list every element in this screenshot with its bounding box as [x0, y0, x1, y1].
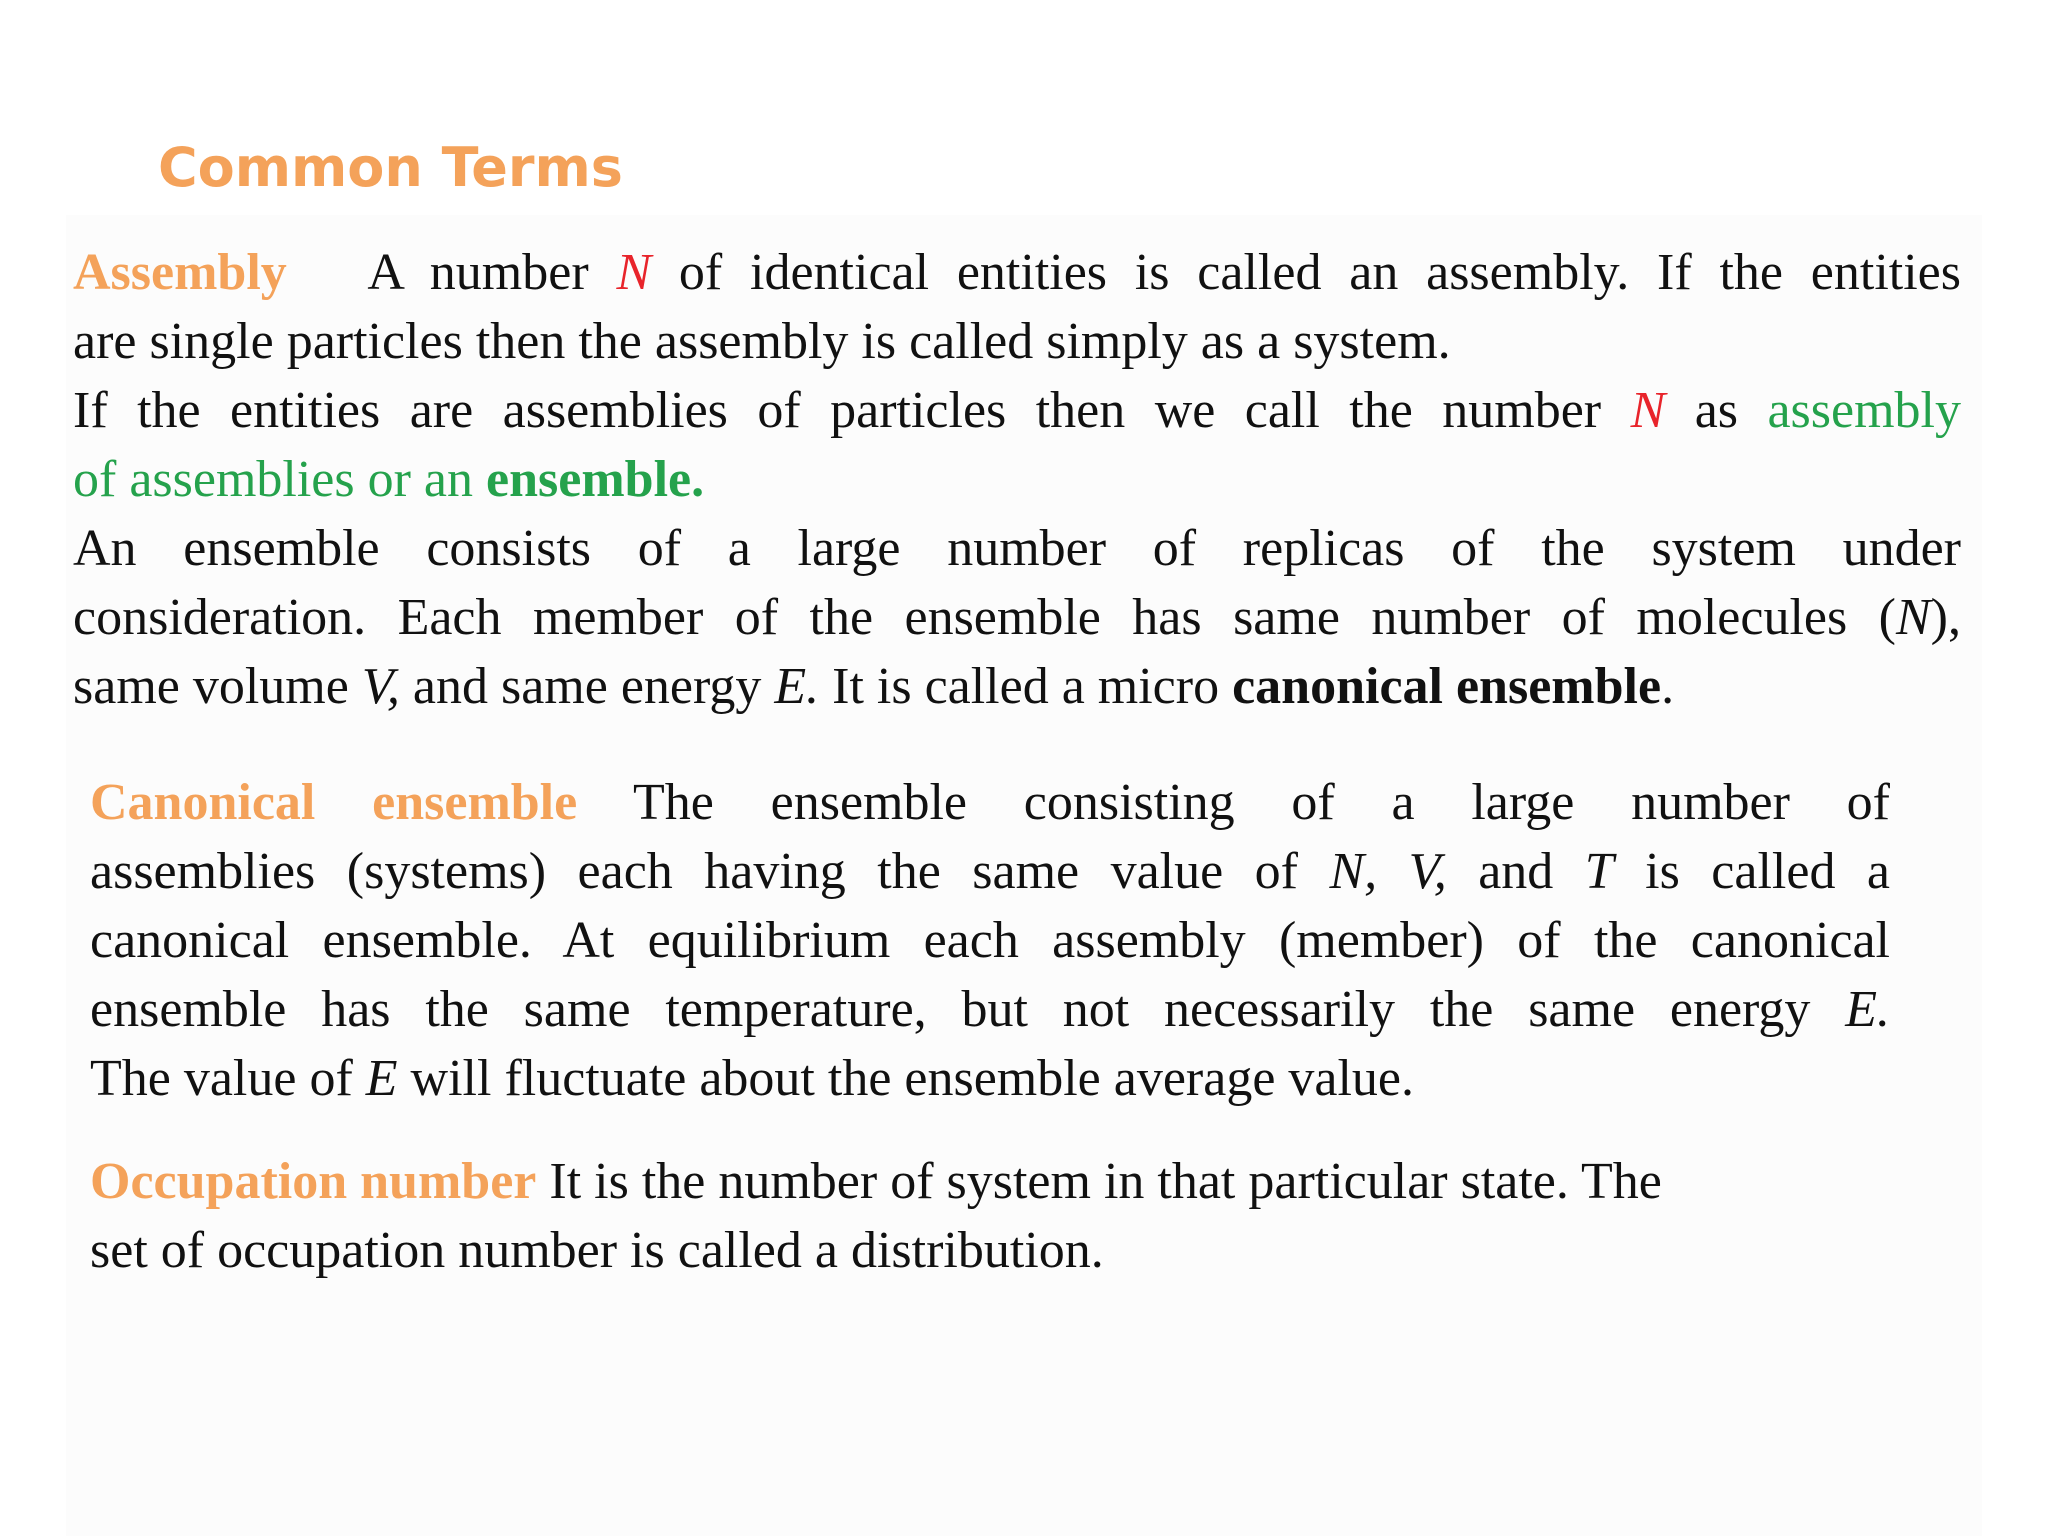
assembly-text: ), — [1930, 589, 1961, 646]
assembly-line-4 — [73, 445, 1961, 514]
variables-nv: N, V, — [1329, 843, 1447, 900]
slide-title: Common Terms — [158, 136, 623, 199]
assembly-line-1 — [73, 238, 1961, 307]
canonical-text: will fluctuate about the ensemble average value. — [397, 1050, 1415, 1107]
canonical-text: assemblies (systems) each having the same value of — [90, 843, 1330, 900]
canonical-line-2 — [90, 837, 1890, 906]
variable-e: E — [365, 1050, 398, 1107]
assembly-term: Assembly — [73, 244, 287, 301]
variable-v: V, — [361, 658, 400, 715]
assembly-line-3 — [73, 376, 1961, 445]
occupation-line-1 — [90, 1147, 1890, 1216]
variable-t: T — [1584, 843, 1614, 900]
assembly-text: same volume — [73, 658, 362, 715]
assembly-text: A number — [367, 244, 617, 301]
assembly-of-assemblies-text: assembly — [1767, 382, 1961, 439]
canonical-line-3: canonical ensemble. At equilibrium each assembly (member) of the canonical — [90, 912, 1890, 969]
occupation-paragraph — [90, 1147, 1890, 1285]
occupation-line-2: set of occupation number is called a distribution. — [90, 1222, 1104, 1279]
assembly-paragraph — [73, 238, 1961, 721]
canonical-text: ensemble has the same temperature, but not necessarily the same energy — [90, 981, 1846, 1038]
variable-n: N — [1630, 382, 1666, 439]
assembly-line-2: are single particles then the assembly is called simply as a system. — [73, 313, 1451, 370]
assembly-text: consideration. Each member of the ensemble has same number of molecules ( — [73, 589, 1896, 646]
canonical-text: The value of — [90, 1050, 366, 1107]
variable-n: N — [616, 244, 652, 301]
canonical-text: The ensemble consisting of a large number of — [577, 774, 1890, 831]
assembly-line-6 — [73, 583, 1961, 652]
canonical-text: and — [1446, 843, 1585, 900]
canonical-line-1 — [90, 768, 1890, 837]
variable-n: N — [1895, 589, 1931, 646]
assembly-text: as — [1665, 382, 1768, 439]
canonical-line-5 — [90, 1044, 1890, 1113]
variable-e: E. — [774, 658, 820, 715]
canonical-text: is called a — [1613, 843, 1890, 900]
assembly-text: . — [1661, 658, 1675, 715]
canonical-line-4 — [90, 975, 1890, 1044]
assembly-line-7 — [73, 652, 1961, 721]
ensemble-term: ensemble. — [486, 451, 705, 508]
assembly-of-assemblies-text: of assemblies or an — [73, 451, 487, 508]
canonical-paragraph — [90, 768, 1890, 1113]
occupation-term: Occupation number — [90, 1153, 537, 1210]
canonical-term: Canonical ensemble — [90, 774, 578, 831]
assembly-text: It is called a micro — [819, 658, 1233, 715]
variable-e: E. — [1845, 981, 1890, 1038]
assembly-text: and same energy — [399, 658, 775, 715]
occupation-text: It is the number of system in that particular state. The — [536, 1153, 1662, 1210]
assembly-text: If the entities are assemblies of particles then we call the number — [73, 382, 1631, 439]
assembly-text: of identical entities is called an assembly. If the entities — [651, 244, 1961, 301]
micro-canonical-term: canonical ensemble — [1232, 658, 1662, 715]
assembly-line-5: An ensemble consists of a large number of replicas of the system under — [73, 520, 1961, 577]
